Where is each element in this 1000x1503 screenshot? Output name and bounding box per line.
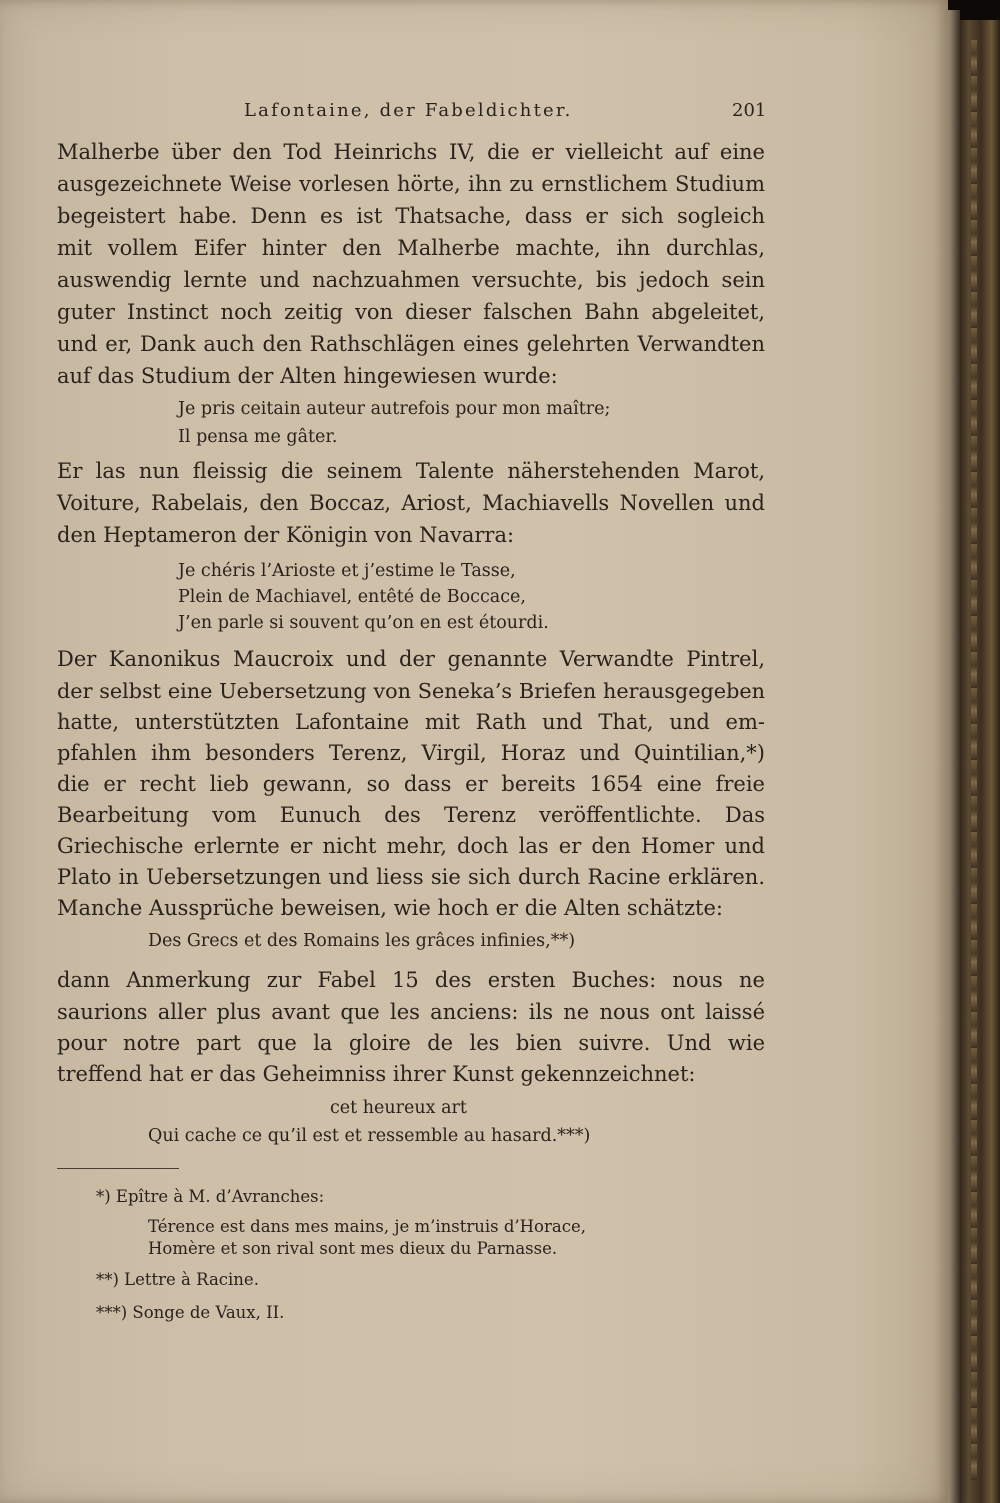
binding-spine-pattern bbox=[971, 40, 977, 1480]
verse-line: Qui cache ce qu’il est et ressemble au hasard.***) bbox=[148, 1126, 591, 1146]
running-title: Lafontaine, der Fabeldichter. bbox=[244, 100, 573, 121]
text-line: treffend hat er das Geheimniss ihrer Kunst gekennzeichnet: bbox=[57, 1062, 696, 1086]
footnote-verse-line: Homère et son rival sont mes dieux du Parnasse. bbox=[148, 1239, 558, 1258]
text-line: saurions aller plus avant que les anciens: ils ne nous ont laissé bbox=[57, 1000, 765, 1024]
text-line: hatte, unterstützten Lafontaine mit Rath und That, und em- bbox=[57, 710, 765, 734]
verse-line: Plein de Machiavel, entêté de Boccace, bbox=[178, 587, 526, 607]
verse-line: cet heureux art bbox=[330, 1098, 467, 1118]
text-line: begeistert habe. Denn es ist Thatsache, dass er sich sogleich bbox=[57, 204, 765, 228]
text-line: der selbst eine Uebersetzung von Seneka’s Briefen herausgegeben bbox=[57, 679, 765, 703]
text-line: und er, Dank auch den Rathschlägen eines gelehrten Verwandten bbox=[57, 332, 765, 356]
verse-line: Je chéris l’Arioste et j’estime le Tasse, bbox=[178, 561, 516, 581]
text-line: Manche Aussprüche beweisen, wie hoch er die Alten schätzte: bbox=[57, 896, 723, 920]
verse-line: J’en parle si souvent qu’on en est étourdi. bbox=[178, 613, 549, 633]
verse-quote-3: Des Grecs et des Romains les grâces infinies,**) bbox=[148, 931, 576, 951]
text-line: dann Anmerkung zur Fabel 15 des ersten Buches: nous ne bbox=[57, 968, 765, 992]
text-line: Plato in Uebersetzungen und liess sie sich durch Racine erklären. bbox=[57, 865, 765, 889]
text-line: den Heptameron der Königin von Navarra: bbox=[57, 523, 515, 547]
text-line: auswendig lernte und nachzuahmen versuchte, bis jedoch sein bbox=[57, 268, 765, 292]
footnote-1: *) Epître à M. d’Avranches: bbox=[96, 1187, 325, 1206]
text-line: guter Instinct noch zeitig von dieser falschen Bahn abgeleitet, bbox=[57, 300, 765, 324]
text-line: mit vollem Eifer hinter den Malherbe machte, ihn durchlas, bbox=[57, 236, 765, 260]
text-line: Voiture, Rabelais, den Boccaz, Ariost, Machiavells Novellen und bbox=[57, 491, 765, 515]
running-head bbox=[0, 100, 948, 130]
verse-line: Je pris ceitain auteur autrefois pour mon maître; bbox=[178, 399, 611, 419]
text-line: pour notre part que la gloire de les bien suivre. Und wie bbox=[57, 1031, 765, 1055]
page-number: 201 bbox=[732, 100, 767, 121]
text-line: Er las nun fleissig die seinem Talente näherstehenden Marot, bbox=[57, 459, 765, 483]
text-line: die er recht lieb gewann, so dass er bereits 1654 eine freie bbox=[57, 772, 765, 796]
footnote-rule bbox=[57, 1168, 179, 1169]
text-line: ausgezeichnete Weise vorlesen hörte, ihn zu ernstlichem Studium bbox=[57, 172, 765, 196]
text-line: Griechische erlernte er nicht mehr, doch las er den Homer und bbox=[57, 834, 765, 858]
footnote-3: ***) Songe de Vaux, II. bbox=[96, 1303, 285, 1322]
text-line: pfahlen ihm besonders Terenz, Virgil, Horaz und Quintilian,*) bbox=[57, 741, 765, 765]
verse-line: Il pensa me gâter. bbox=[178, 427, 338, 447]
footnote-2: **) Lettre à Racine. bbox=[96, 1270, 259, 1289]
text-line: auf das Studium der Alten hingewiesen wurde: bbox=[57, 364, 558, 388]
text-line: Der Kanonikus Maucroix und der genannte Verwandte Pintrel, bbox=[57, 647, 765, 671]
book-binding bbox=[958, 20, 1000, 1503]
text-line: Malherbe über den Tod Heinrichs IV, die er vielleicht auf eine bbox=[57, 140, 765, 164]
footnote-verse-line: Térence est dans mes mains, je m’instruis d’Horace, bbox=[148, 1217, 586, 1236]
text-line: Bearbeitung vom Eunuch des Terenz veröffentlichte. Das bbox=[57, 803, 765, 827]
